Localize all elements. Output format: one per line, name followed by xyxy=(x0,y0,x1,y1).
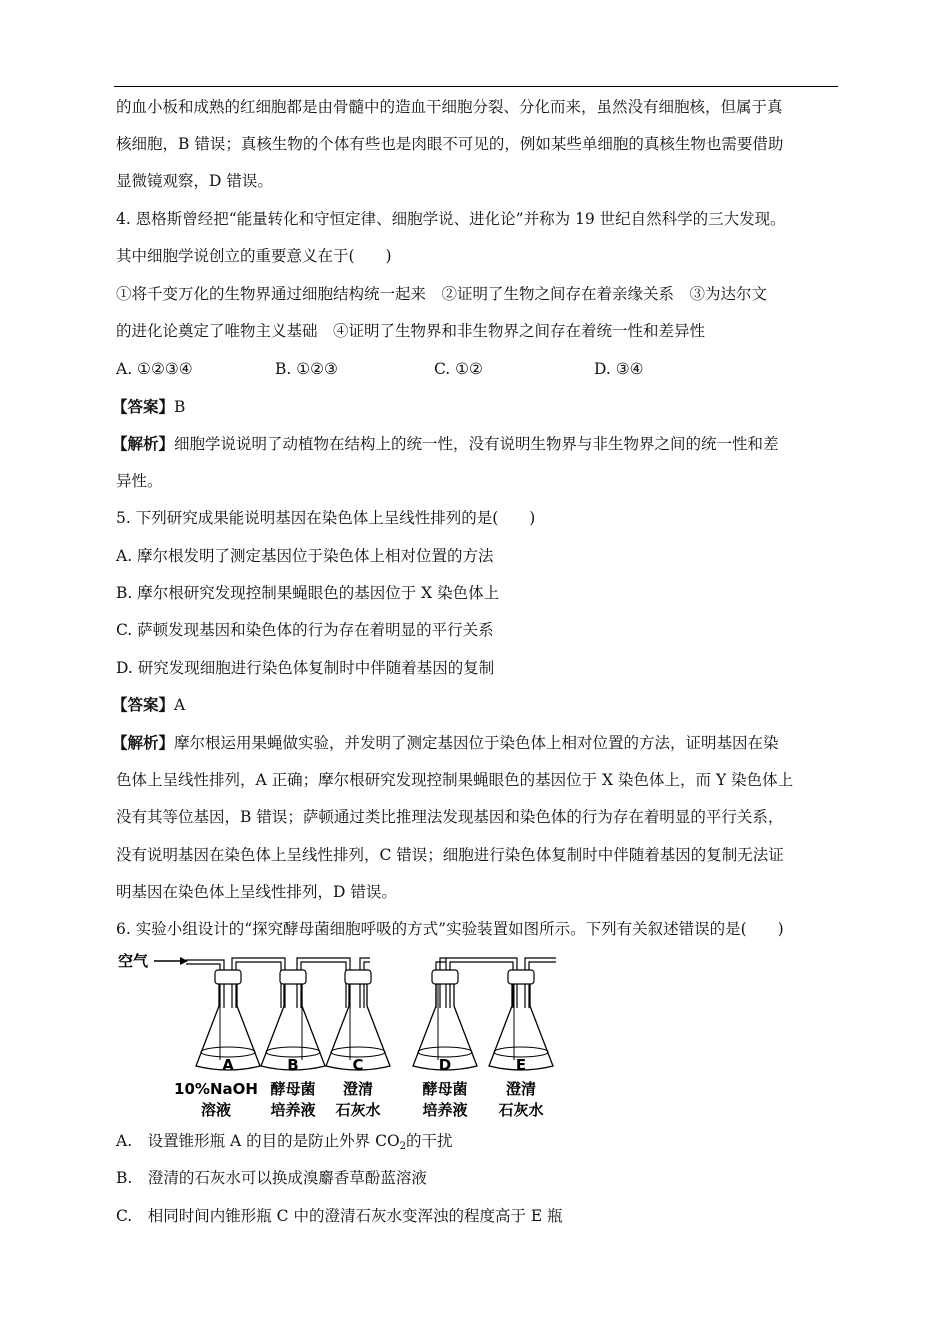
q4-option-c: C. ①② xyxy=(434,360,483,378)
flask-letter: C xyxy=(352,1056,364,1074)
analysis-tag: 【解析】 xyxy=(112,434,175,453)
q5-stem: 5. 下列研究成果能说明基因在染色体上呈线性排列的是( ) xyxy=(116,509,536,527)
analysis-text: 摩尔根运用果蝇做实验，并发明了测定基因位于染色体上相对位置的方法，证明基因在染 xyxy=(174,734,779,752)
q4-items-line-2: 的进化论奠定了唯物主义基础 ④证明了生物界和非生物界之间存在着统一性和差异性 xyxy=(116,322,706,340)
answer-tag: 【答案】 xyxy=(112,695,175,714)
answer-value: A xyxy=(174,696,186,714)
q5-answer xyxy=(112,695,185,715)
q5-option-a: A. 摩尔根发明了测定基因位于染色体上相对位置的方法 xyxy=(116,547,494,565)
prev-analysis-line-2: 核细胞，B 错误；真核生物的个体有些也是肉眼不可见的，例如某些单细胞的真核生物也需要借助 xyxy=(116,135,784,153)
analysis-text: 细胞学说说明了动植物在结构上的统一性，没有说明生物界与非生物界之间的统一性和差 xyxy=(174,435,779,453)
q5-option-b: B. 摩尔根研究发现控制果蝇眼色的基因位于 X 染色体上 xyxy=(116,584,500,602)
flask-b xyxy=(261,970,325,1074)
header-rule xyxy=(114,86,838,87)
q4-stem-line-1: 4. 恩格斯曾经把“能量转化和守恒定律、细胞学说、进化论”并称为 19 世纪自然科学的三大发现。 xyxy=(116,210,786,228)
flask-a xyxy=(196,970,260,1074)
flask-caption: 10%NaOH xyxy=(174,1080,258,1098)
flask-e xyxy=(489,970,553,1074)
q6-option-a xyxy=(116,1131,453,1157)
flask-caption: 酵母菌 xyxy=(270,1080,316,1098)
flask-caption: 石灰水 xyxy=(498,1101,544,1119)
q6-option-a-tail: 的干扰 xyxy=(406,1132,453,1150)
q5-analysis-line-2: 色体上呈线性排列，A 正确；摩尔根研究发现控制果蝇眼色的基因位于 X 染色体上，而 Y 染色体上 xyxy=(116,771,794,789)
flask-letter: E xyxy=(515,1056,527,1074)
q6-option-a-text: A. 设置锥形瓶 A 的目的是防止外界 CO xyxy=(116,1132,400,1150)
answer-value: B xyxy=(174,398,186,416)
answer-tag: 【答案】 xyxy=(112,397,175,416)
q4-option-a: A. ①②③④ xyxy=(116,360,193,378)
q4-items-line-1: ①将千变万化的生物界通过细胞结构统一起来 ②证明了生物之间存在着亲缘关系 ③为达尔文 xyxy=(116,285,768,303)
flask-caption: 培养液 xyxy=(422,1101,468,1119)
flask-caption: 培养液 xyxy=(270,1101,316,1119)
q4-analysis-line-2: 异性。 xyxy=(116,472,163,490)
flask-caption: 酵母菌 xyxy=(422,1080,468,1098)
prev-analysis-line-3: 显微镜观察，D 错误。 xyxy=(116,172,273,190)
flask-letter: B xyxy=(287,1056,299,1074)
q6-option-c: C. 相同时间内锥形瓶 C 中的澄清石灰水变浑浊的程度高于 E 瓶 xyxy=(116,1207,563,1225)
q4-answer xyxy=(112,397,185,417)
flask-d xyxy=(413,970,477,1074)
q5-option-c: C. 萨顿发现基因和染色体的行为存在着明显的平行关系 xyxy=(116,621,494,639)
prev-analysis-line-1: 的血小板和成熟的红细胞都是由骨髓中的造血干细胞分裂、分化而来，虽然没有细胞核，但属于真 xyxy=(116,98,783,116)
q4-stem-line-2: 其中细胞学说创立的重要意义在于( ) xyxy=(116,247,392,265)
flask-letter: D xyxy=(438,1056,452,1074)
flask-caption: 澄清 xyxy=(342,1080,374,1098)
q5-analysis-line-1 xyxy=(112,733,779,753)
q6-stem: 6. 实验小组设计的“探究酵母菌细胞呼吸的方式”实验装置如图所示。下列有关叙述错误的是( ) xyxy=(116,920,784,938)
air-label: 空气 xyxy=(118,952,149,970)
flask-c xyxy=(326,970,390,1074)
q4-analysis-line-1 xyxy=(112,434,779,454)
q6-option-b: B. 澄清的石灰水可以换成溴麝香草酚蓝溶液 xyxy=(116,1169,427,1187)
q4-option-d: D. ③④ xyxy=(594,360,644,378)
analysis-tag: 【解析】 xyxy=(112,733,175,752)
flask-caption: 澄清 xyxy=(505,1080,537,1098)
q5-option-d: D. 研究发现细胞进行染色体复制时中伴随着基因的复制 xyxy=(116,659,495,677)
flask-letter: A xyxy=(222,1056,234,1074)
flask-caption: 溶液 xyxy=(200,1101,232,1119)
q4-option-b: B. ①②③ xyxy=(275,360,338,378)
flask-caption: 石灰水 xyxy=(335,1101,381,1119)
yeast-respiration-apparatus-figure xyxy=(116,948,566,1123)
q5-analysis-line-5: 明基因在染色体上呈线性排列，D 错误。 xyxy=(116,883,397,901)
q5-analysis-line-3: 没有其等位基因，B 错误；萨顿通过类比推理法发现基因和染色体的行为存在着明显的平行关系， xyxy=(116,808,784,826)
co2-subscript: 2 xyxy=(399,1141,407,1152)
q5-analysis-line-4: 没有说明基因在染色体上呈线性排列，C 错误；细胞进行染色体复制时中伴随着基因的复制无法证 xyxy=(116,846,784,864)
